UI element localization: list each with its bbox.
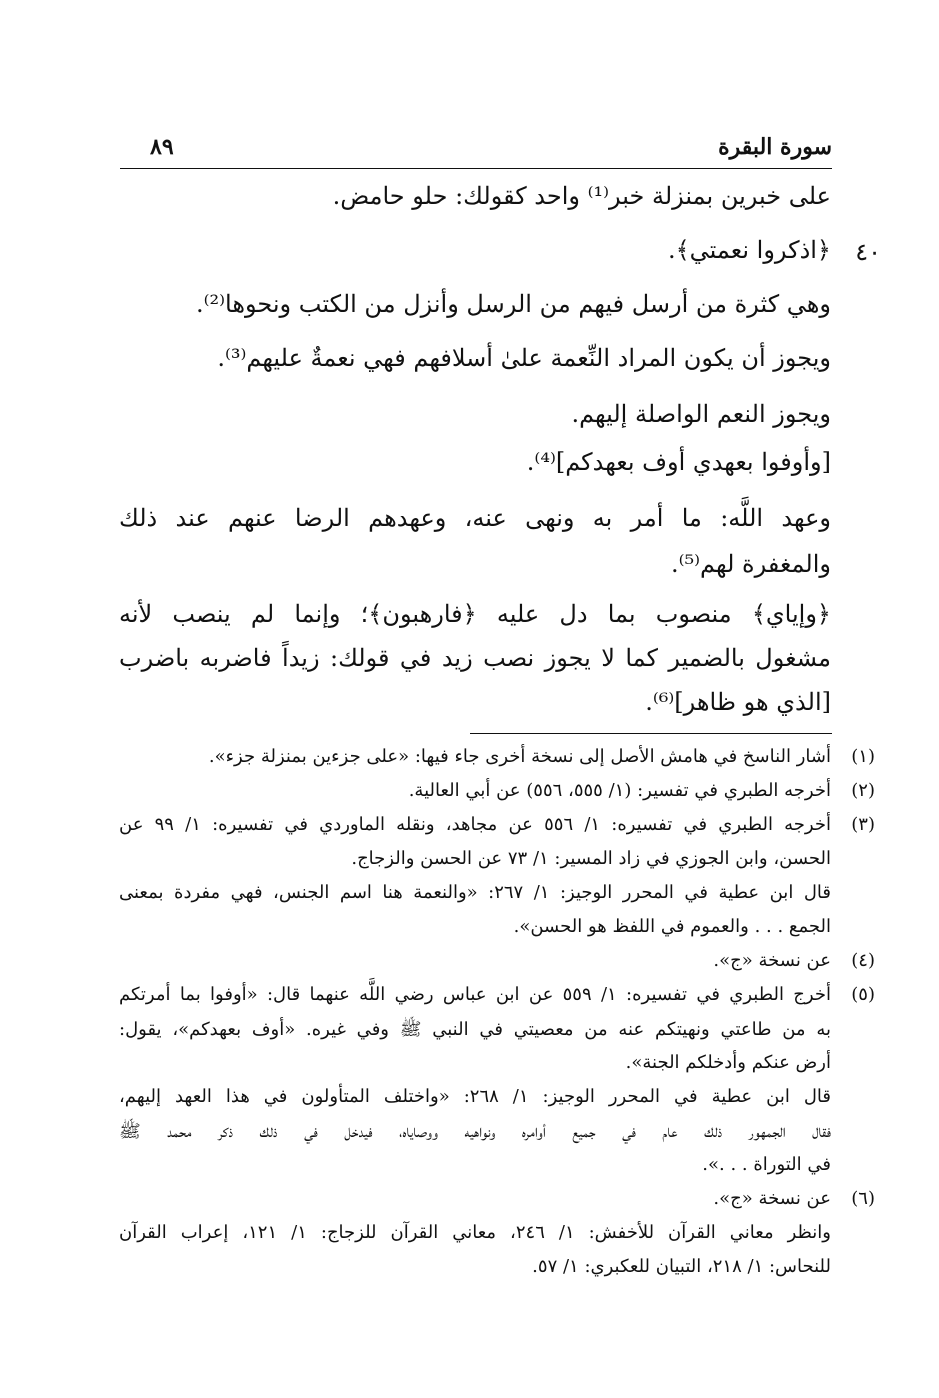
surah-title: سورة البقرة — [718, 134, 832, 160]
footnote-line: للنحاس: ١/ ٢١٨، التبيان للعكبري: ١/ ٥٧. — [532, 1256, 831, 1277]
page-number: ٨٩ — [150, 134, 174, 160]
footnote-line: وانظر معاني القرآن للأخفش: ١/ ٢٤٦، معاني القرآن للزجاج: ١/ ١٢١، إعراب القرآن — [119, 1222, 831, 1243]
text-line: ويجوز النعم الواصلة إليهم. — [571, 400, 831, 428]
footnote-line: أخرجه الطبري في تفسير: (١/ ٥٥٥، ٥٥٦) عن أبي العالية. — [408, 780, 831, 801]
text-line: مشغول بالضمير كما لا يجوز نصب زيد في قولك: زيداً فاضربه باضرب — [119, 644, 831, 672]
header-rule — [120, 168, 832, 169]
footnote-number: (٢) — [851, 780, 875, 801]
footnote-line: الجمع . . . والعموم في اللفظ هو الحسن». — [513, 916, 831, 937]
text-line: وعهد اللَّه: ما أمر به ونهى عنه، وعهدهم الرضا عنهم عند ذلك — [119, 504, 831, 532]
footnote-line: عن نسخة «ج». — [713, 950, 831, 971]
text-line: [الذي هو ظاهر]⁽⁶⁾. — [645, 688, 831, 716]
footnote-number: (١) — [851, 746, 875, 767]
footnote-line: قال ابن عطية في المحرر الوجيز: ١/ ٢٦٨: «واختلف المتأولون في هذا العهد إليهم، — [119, 1086, 831, 1107]
footnote-line: في التوراة . . .». — [702, 1154, 831, 1175]
verse-quote: ﴿اذكروا نعمتي﴾. — [667, 236, 831, 264]
footnote-line: أشار الناسخ في هامش الأصل إلى نسخة أخرى جاء فيها: «على جزءين بمنزلة جزء». — [208, 746, 831, 767]
footnote-number: (٣) — [851, 814, 875, 835]
footnote-number: (٤) — [851, 950, 875, 971]
footnote-separator — [470, 733, 832, 734]
text-line: ويجوز أن يكون المراد النِّعمة علىٰ أسلافهم فهي نعمةٌ عليهم⁽³⁾. — [217, 344, 831, 372]
footnote-line: فقال الجمهور ذلك عام في جميع أوامره ونواهيه ووصاياه، فيدخل في ذلك ذكر محمد ﷺ — [119, 1121, 831, 1142]
verse-number: ٤٠ — [855, 238, 881, 266]
footnote-number: (٦) — [851, 1188, 875, 1209]
text-line: والمغفرة لهم⁽⁵⁾. — [670, 550, 831, 578]
footnote-line: الحسن، وابن الجوزي في زاد المسير: ١/ ٧٣ عن الحسن والزجاج. — [351, 848, 831, 869]
text-line: وهي كثرة من أرسل فيهم من الرسل وأنزل من الكتب ونحوها⁽²⁾. — [195, 290, 831, 318]
footnote-line: أخرجه الطبري في تفسيره: ١/ ٥٥٦ عن مجاهد، ونقله الماوردي في تفسيره: ١/ ٩٩ عن — [119, 814, 831, 835]
footnote-line: أخرج الطبري في تفسيره: ١/ ٥٥٩ عن ابن عباس رضي اللَّه عنهما قال: «أوفوا بما أمرتكم — [119, 984, 831, 1005]
text-line: ﴿وإياي﴾ منصوب بما دل عليه ﴿فارهبون﴾؛ وإنما لم ينصب لأنه — [119, 600, 831, 628]
page-header — [120, 128, 832, 168]
footnote-line: قال ابن عطية في المحرر الوجيز: ١/ ٢٦٧: «والنعمة هنا اسم الجنس، فهي مفردة بمعنى — [119, 882, 831, 903]
footnote-line: أرض عنكم وأدخلكم الجنة». — [625, 1052, 831, 1073]
footnote-line: به من طاعتي ونهيتكم عنه من معصيتي في النبي ﷺ وفي غيره. «أوف بعهدكم»، يقول: — [119, 1019, 831, 1040]
footnote-number: (٥) — [851, 984, 875, 1005]
footnote-line: عن نسخة «ج». — [713, 1188, 831, 1209]
text-line: [وأوفوا بعهدي أوف بعهدكم]⁽⁴⁾. — [526, 448, 831, 476]
text-line: على خبرين بمنزلة خبر⁽¹⁾ واحد كقولك: حلو حامض. — [332, 182, 831, 210]
